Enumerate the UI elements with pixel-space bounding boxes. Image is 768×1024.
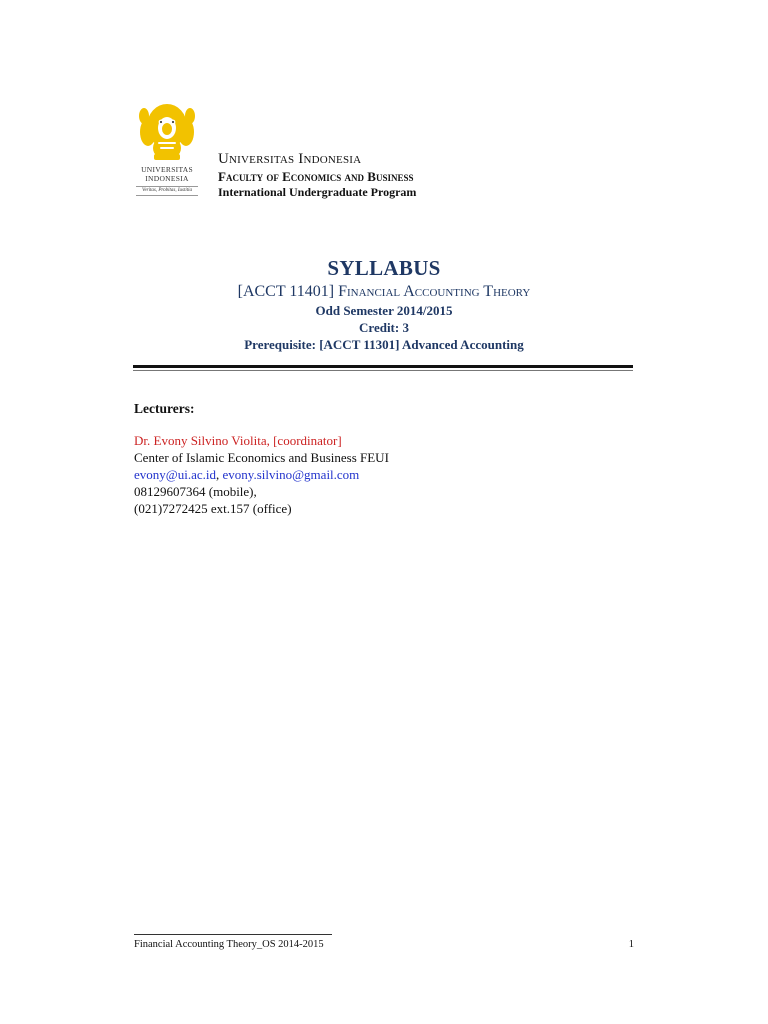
prerequisite: Prerequisite: [ACCT 11301] Advanced Accounting bbox=[244, 337, 524, 352]
lecturer-phone-mobile: 08129607364 (mobile), bbox=[134, 484, 257, 499]
semester: Odd Semester 2014/2015 bbox=[315, 303, 453, 318]
footer-text: Financial Accounting Theory_OS 2014-2015 bbox=[134, 939, 324, 950]
footer-rule bbox=[134, 934, 332, 935]
faculty-name: Faculty of Economics and Business bbox=[218, 169, 414, 184]
logo-wordmark-line1: UNIVERSITAS bbox=[141, 165, 193, 174]
lecturers-section bbox=[134, 400, 654, 517]
email-link-ui[interactable]: evony@ui.ac.id bbox=[134, 467, 217, 482]
lecturer-affiliation: Center of Islamic Economics and Business FEUI bbox=[134, 450, 389, 465]
page-number: 1 bbox=[628, 939, 634, 950]
title-divider-thin bbox=[133, 370, 633, 371]
lecturers-heading: Lecturers: bbox=[134, 401, 195, 416]
lecturer-name: Dr. Evony Silvino Violita, [coordinator] bbox=[134, 433, 342, 448]
program-name: International Undergraduate Program bbox=[218, 185, 417, 199]
course-code: [ACCT 11401] bbox=[237, 283, 339, 300]
course-title bbox=[0, 282, 768, 302]
syllabus-title-block bbox=[0, 254, 768, 353]
logo-wordmark-line2: INDONESIA bbox=[145, 174, 189, 183]
page-title: SYLLABUS bbox=[327, 256, 441, 280]
lecturer-emails bbox=[134, 466, 654, 483]
credit: Credit: 3 bbox=[359, 320, 409, 335]
university-logo bbox=[134, 98, 200, 204]
course-name: Financial Accounting Theory bbox=[338, 283, 531, 300]
lecturer-phone-office: (021)7272425 ext.157 (office) bbox=[134, 501, 292, 516]
email-separator: , bbox=[216, 467, 223, 482]
logo-motto: Veritas, Probitas, Iustitia bbox=[136, 186, 198, 196]
email-link-gmail[interactable]: evony.silvino@gmail.com bbox=[222, 467, 360, 482]
university-name: Universitas Indonesia bbox=[218, 151, 362, 167]
letterhead bbox=[218, 150, 618, 200]
title-divider-thick bbox=[133, 365, 633, 368]
